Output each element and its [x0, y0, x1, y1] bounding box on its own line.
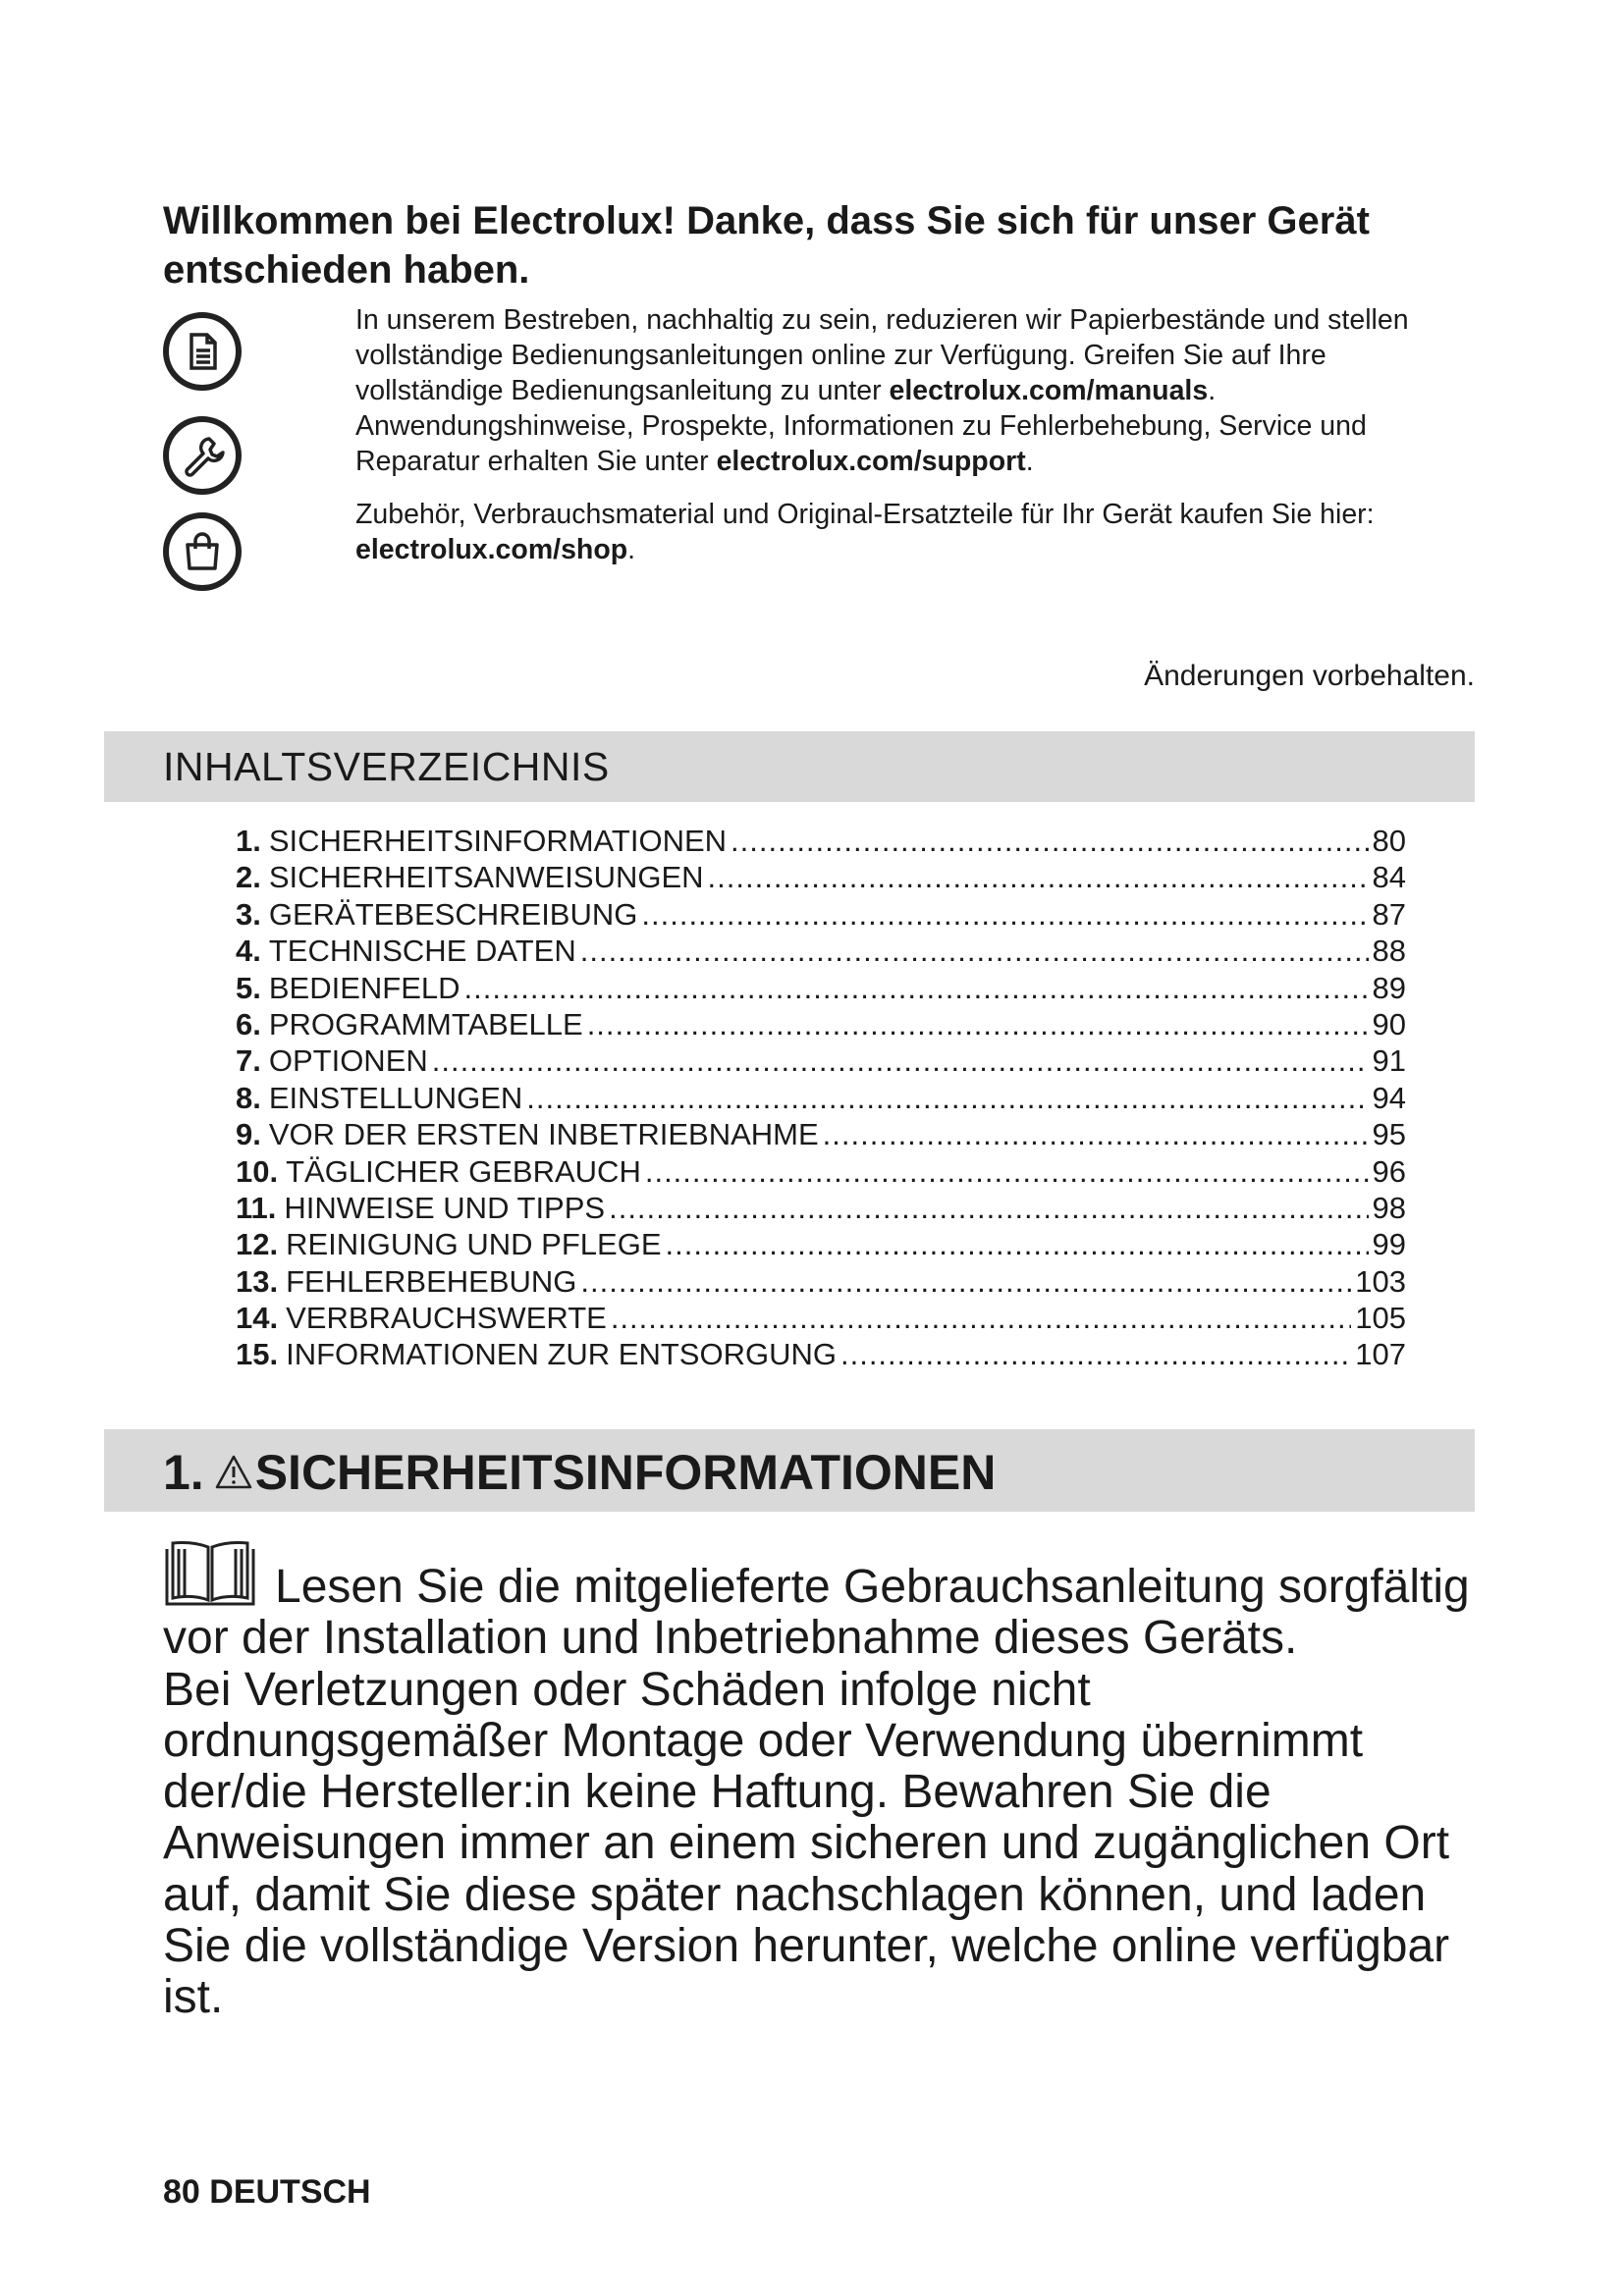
manuals-link[interactable]: electrolux.com/manuals: [889, 375, 1209, 406]
document-icon: [163, 312, 242, 391]
toc-item[interactable]: 1. SICHERHEITSINFORMATIONEN ..... 80: [236, 823, 1406, 859]
intro-text: [355, 302, 1475, 567]
shop-link[interactable]: electrolux.com/shop: [355, 534, 628, 565]
safety-body-text: [163, 1562, 1489, 2024]
intro-paragraph-shop: Zubehör, Verbrauchsmaterial und Original-Ersatzteile für Ihr Gerät kaufen Sie hier: electrolux.com/shop.: [355, 499, 1375, 565]
section-heading: [163, 1441, 996, 1504]
section-number: 1.: [163, 1445, 204, 1500]
safety-paragraph-read-manual: Lesen Sie die mitgelieferte Gebrauchsanleitung sorgfältig vor der Installation und Inbetriebnahme dieses Geräts.: [163, 1561, 1470, 1665]
toc-item[interactable]: 6. PROGRAMMTABELLE ..... 90: [236, 1006, 1406, 1042]
toc-item[interactable]: 7. OPTIONEN ..... 91: [236, 1042, 1406, 1079]
changes-note: Änderungen vorbehalten.: [1144, 660, 1475, 692]
toc-item[interactable]: 9. VOR DER ERSTEN INBETRIEBNAHME ..... 95: [236, 1116, 1406, 1152]
warning-icon: [214, 1453, 253, 1492]
toc-item[interactable]: 11. HINWEISE UND TIPPS ..... 98: [236, 1190, 1406, 1226]
toc-item[interactable]: 13. FEHLERBEHEBUNG ..... 103: [236, 1263, 1406, 1300]
toc-item[interactable]: 14. VERBRAUCHSWERTE ..... 105: [236, 1300, 1406, 1336]
toc-item[interactable]: 4. TECHNISCHE DATEN ..... 88: [236, 933, 1406, 969]
intro-paragraph-support: Anwendungshinweise, Prospekte, Informationen zu Fehlerbehebung, Service und Reparatur erhalten Sie unter electrolux.com/support.: [355, 410, 1367, 477]
toc-item[interactable]: 10. TÄGLICHER GEBRAUCH ..... 96: [236, 1153, 1406, 1190]
shopping-bag-icon: [163, 512, 242, 591]
toc-item[interactable]: 2. SICHERHEITSANWEISUNGEN ..... 84: [236, 859, 1406, 895]
page-footer: 80 DEUTSCH: [163, 2173, 371, 2211]
toc-title: INHALTSVERZEICHNIS: [163, 744, 610, 789]
wrench-icon: [163, 416, 242, 495]
support-link[interactable]: electrolux.com/support: [716, 446, 1026, 477]
toc-item[interactable]: 5. BEDIENFELD ..... 89: [236, 970, 1406, 1006]
section-title: SICHERHEITSINFORMATIONEN: [254, 1445, 997, 1500]
welcome-title: Willkommen bei Electrolux! Danke, dass Sie sich für unser Gerät entschieden haben.: [163, 199, 1370, 292]
toc-list: [236, 823, 1406, 1373]
toc-item[interactable]: 12. REINIGUNG UND PFLEGE ..... 99: [236, 1226, 1406, 1262]
toc-item[interactable]: 8. EINSTELLUNGEN ..... 94: [236, 1080, 1406, 1116]
toc-item[interactable]: 3. GERÄTEBESCHREIBUNG ..... 87: [236, 896, 1406, 933]
intro-paragraph-manuals: In unserem Bestreben, nachhaltig zu sein, reduzieren wir Papierbestände und stellen vollständige Bedienungsanleitungen online zur Verfügung. Greifen Sie auf Ihre vollständige Bedienungsanleitung zu unter electrolux.com/manuals.: [355, 304, 1409, 406]
safety-paragraph-liability: Bei Verletzungen oder Schäden infolge nicht ordnungsgemäßer Montage oder Verwendung übernimmt der/die Hersteller:in keine Haftung. Bewahren Sie die Anweisungen immer an einem sicheren und zugänglichen Ort auf, damit Sie diese später nachschlagen können, und laden Sie die vollständige Version herunter, welche online verfügbar ist.: [163, 1663, 1450, 2024]
toc-item[interactable]: 15. INFORMATIONEN ZUR ENTSORGUNG ..... 107: [236, 1336, 1406, 1372]
